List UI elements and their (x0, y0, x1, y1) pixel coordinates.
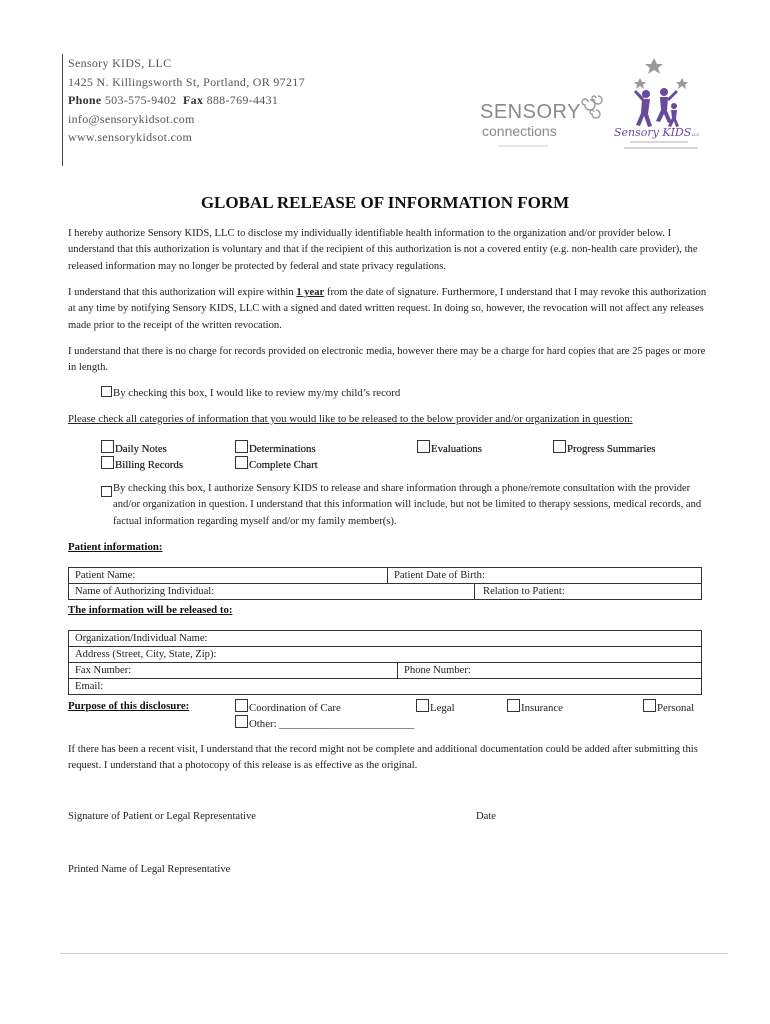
footer-divider (60, 953, 728, 954)
expiration-paragraph (68, 285, 708, 334)
relation-field[interactable]: Relation to Patient: (475, 584, 702, 600)
determinations-label: Determinations (249, 443, 316, 455)
legal-checkbox[interactable] (416, 699, 429, 712)
coordination-label: Coordination of Care (249, 702, 341, 714)
category-progress-summaries (553, 440, 655, 455)
insurance-checkbox[interactable] (507, 699, 520, 712)
category-evaluations (417, 440, 482, 455)
purpose-insurance (507, 699, 563, 714)
phone-number: 503-575-9402 (104, 93, 177, 107)
patient-name-field[interactable]: Patient Name: (69, 568, 388, 584)
purpose-legal (416, 699, 455, 714)
purpose-other (235, 715, 414, 730)
fax-label: Fax (183, 93, 204, 107)
company-email: info@sensorykidsot.com (68, 111, 195, 126)
company-website: www.sensorykidsot.com (68, 130, 193, 144)
billing-records-checkbox[interactable] (101, 456, 114, 469)
purpose-label: Purpose of this disclosure: (68, 700, 190, 712)
company-name: Sensory KIDS, LLC (68, 56, 172, 70)
consultation-text: By checking this box, I authorize Sensory KIDS to release and share information through a phone/remote consultation with the provider and/or organization in question. I understand that this information will include, but not be limited to therapy sessions, medical records, and factual information regarding myself and/or my family member(s). (113, 483, 702, 527)
purpose-coordination (235, 699, 341, 714)
consultation-checkbox[interactable] (101, 486, 112, 497)
expiration-text-start: I understand that this authorization will expire within (68, 287, 297, 298)
company-phone-fax (68, 91, 305, 110)
patient-info-table (68, 567, 702, 600)
expiration-term: 1 year (296, 287, 325, 298)
sensory-kids-logo (612, 56, 704, 156)
review-record-checkbox[interactable] (101, 386, 112, 397)
billing-records-label: Billing Records (115, 459, 184, 471)
evaluations-label: Evaluations (431, 443, 482, 455)
logo-sensory-kids: Sensory KIDS (614, 126, 692, 139)
date-label: Date (476, 811, 496, 822)
authorizing-individual-field[interactable]: Name of Authorizing Individual: (69, 584, 475, 600)
patient-signature-label: Signature of Patient or Legal Representative (68, 811, 256, 822)
personal-label: Personal (657, 702, 695, 714)
determinations-checkbox[interactable] (235, 440, 248, 453)
company-address: 1425 N. Killingsworth St, Portland, OR 97217 (68, 74, 305, 89)
other-label[interactable]: Other: _________________________ (249, 718, 415, 730)
complete-chart-label: Complete Chart (249, 459, 318, 471)
patient-dob-field[interactable]: Patient Date of Birth: (388, 568, 702, 584)
complete-chart-checkbox[interactable] (235, 456, 248, 469)
daily-notes-label: Daily Notes (115, 443, 167, 455)
progress-summaries-checkbox[interactable] (553, 440, 566, 453)
category-determinations (235, 440, 316, 455)
other-checkbox[interactable] (235, 715, 248, 728)
insurance-label: Insurance (521, 702, 563, 714)
letterhead (68, 54, 305, 147)
charges-paragraph: I understand that there is no charge for records provided on electronic media, however there may be a charge for hard copies that are 25 pages or more in length. (68, 346, 706, 374)
fax-number-field[interactable]: Fax Number: (69, 663, 398, 679)
personal-checkbox[interactable] (643, 699, 656, 712)
logo-word-connections: connections (482, 123, 557, 139)
page-title: GLOBAL RELEASE OF INFORMATION FORM (200, 193, 570, 212)
expiration-text-end: from the date of signature. Furthermore, I understand that I may revoke this authorization at any time by notifying Sensory KIDS, LLC with a signed and dated written request. In doing so, however, the revocation will not affect any releases made prior to the receipt of the written revocation. (68, 287, 707, 331)
org-name-field[interactable]: Organization/Individual Name: (69, 631, 702, 647)
letterhead-rule (62, 54, 63, 166)
release-to-table (68, 630, 702, 695)
legal-label: Legal (430, 702, 455, 714)
fax-number: 888-769-4431 (206, 93, 279, 107)
review-record-label: By checking this box, I would like to review my/my child’s record (113, 387, 401, 399)
authorization-paragraph: I hereby authorize Sensory KIDS, LLC to disclose my individually identifiable health information to the organization and/or provider below. I understand that this authorization is voluntary and that if the recipient of this authorization is not a covered entity (e.g. non-health care provider), the released information may no longer be protected by federal and state privacy regulations. (68, 228, 698, 272)
patient-info-heading: Patient information: (68, 541, 163, 553)
purpose-personal (643, 699, 694, 714)
address-field[interactable]: Address (Street, City, State, Zip): (69, 647, 702, 663)
review-record-option (101, 386, 400, 399)
logo-llc: LLC (692, 132, 700, 137)
category-complete-chart (235, 456, 318, 471)
phone-number-field[interactable]: Phone Number: (398, 663, 702, 679)
evaluations-checkbox[interactable] (417, 440, 430, 453)
progress-summaries-label: Progress Summaries (567, 443, 656, 455)
printed-name-label: Printed Name of Legal Representative (68, 864, 231, 875)
category-daily-notes (101, 440, 167, 455)
closing-paragraph: If there has been a recent visit, I understand that the record might not be complete and additional documentation could be added after submitting this request. I understand that a photocopy of this release is as effective as the original. (68, 744, 698, 772)
email-field[interactable]: Email: (69, 679, 702, 695)
phone-label: Phone (68, 93, 102, 107)
category-billing-records (101, 456, 183, 471)
sensory-connections-logo (478, 88, 613, 154)
daily-notes-checkbox[interactable] (101, 440, 114, 453)
categories-prompt: Please check all categories of information that you would like to be released to the below provider and/or organization in question: (68, 413, 633, 425)
release-to-heading: The information will be released to: (68, 604, 233, 616)
logo-word-sensory: SENSORY (480, 101, 581, 123)
coordination-checkbox[interactable] (235, 699, 248, 712)
